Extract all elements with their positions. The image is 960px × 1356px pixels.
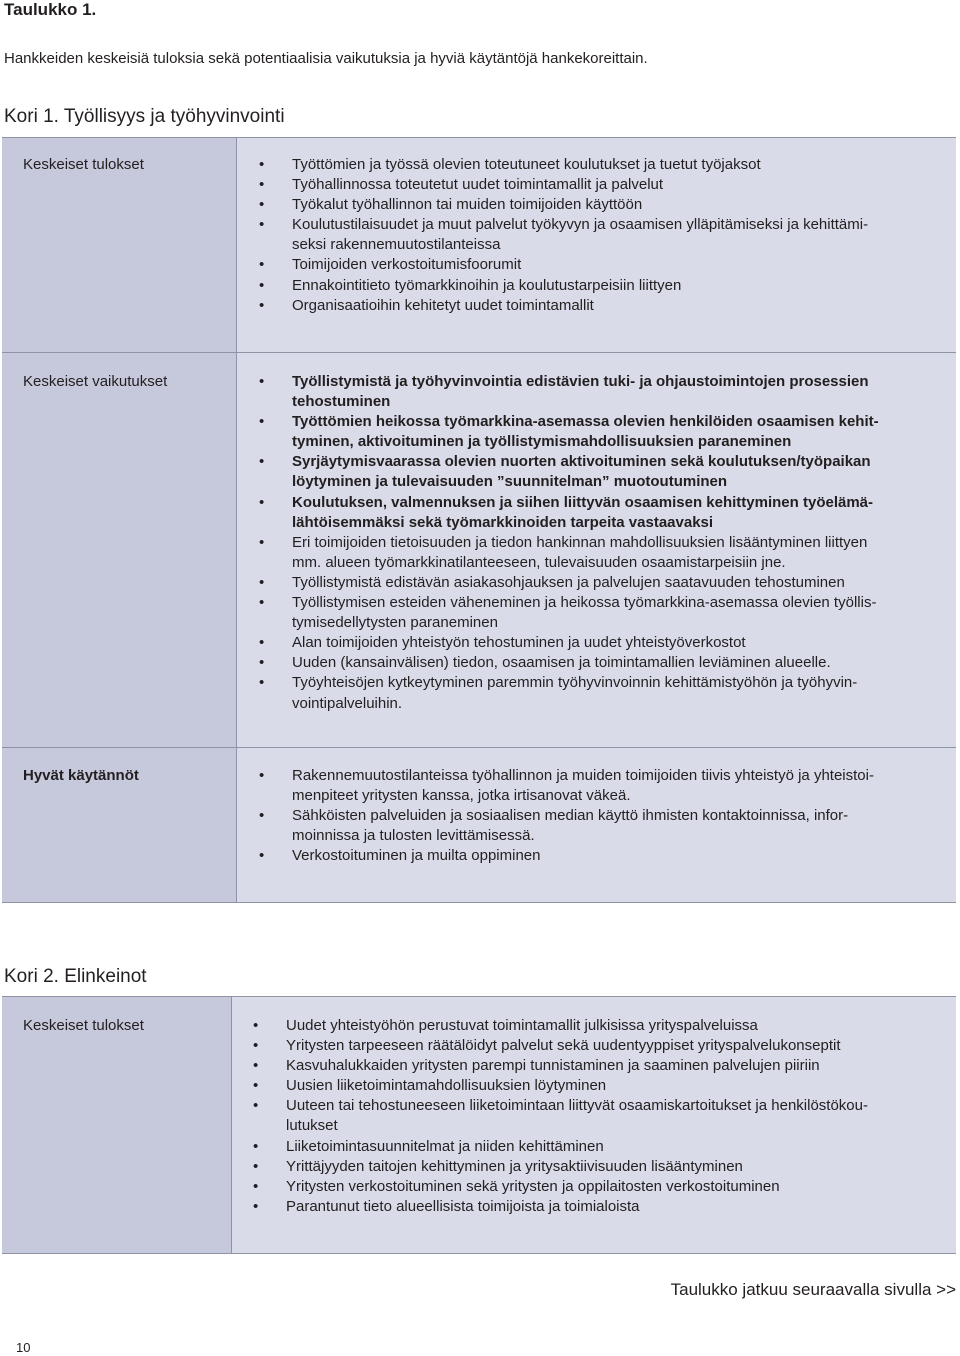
list-item-text: Työllistymistä ja työhyvinvointia edistävien tuki- ja ohjaustoimintojen prosessien	[292, 373, 869, 390]
document-subtitle: Hankkeiden keskeisiä tuloksia sekä potentiaalisia vaikutuksia ja hyviä käytäntöjä hankekoreittain.	[4, 50, 648, 67]
bullet-icon: •	[259, 276, 265, 294]
bullet-icon: •	[253, 1037, 259, 1055]
table-row-keskeiset-vaikutukset	[2, 352, 956, 747]
bullet-icon: •	[259, 847, 265, 865]
list-item	[259, 493, 956, 533]
list-item	[259, 766, 956, 806]
list-item-text: Työllistymistä edistävän asiakasohjauksen ja palvelujen saatavuuden tehostuminen	[292, 573, 845, 591]
table-kori-2	[2, 996, 956, 1254]
list-item-text: Työllistymisen esteiden väheneminen ja heikossa työmarkkina-asemassa olevien työllis-	[292, 594, 877, 612]
list-item-text: Uuden (kansainvälisen) tiedon, osaamisen ja toimintamallien leviäminen alueelle.	[292, 654, 831, 672]
list-item	[259, 593, 956, 633]
row-label: Keskeiset tulokset	[23, 1017, 144, 1034]
list-item-text: Työyhteisöjen kytkeytyminen paremmin työhyvinvoinnin kehittämistyöhön ja työhyvin-	[292, 674, 858, 692]
list-item	[259, 846, 956, 866]
row-content	[236, 748, 956, 902]
table-row-keskeiset-tulokset	[2, 997, 956, 1253]
list-item	[253, 1036, 956, 1056]
bullet-icon: •	[259, 767, 265, 784]
list-item	[259, 175, 956, 195]
list-item-text: Ennakointitieto työmarkkinoihin ja koulutustarpeisiin liittyen	[292, 276, 682, 294]
list-item	[253, 1137, 956, 1157]
bullet-icon: •	[253, 1137, 259, 1155]
list-item	[253, 1056, 956, 1076]
list-item	[253, 1157, 956, 1177]
bullet-icon: •	[253, 1057, 259, 1075]
bullet-list	[259, 155, 956, 316]
list-item	[253, 1096, 956, 1136]
row-content	[236, 353, 956, 747]
list-item-text: Toimijoiden verkostoitumisfoorumit	[292, 256, 522, 274]
row-label: Hyvät käytännöt	[23, 767, 139, 784]
bullet-icon: •	[259, 373, 265, 390]
table-kori-1	[2, 137, 956, 903]
bullet-icon: •	[259, 256, 265, 274]
list-item-text: tymisedellytysten paraneminen	[292, 614, 498, 632]
list-item	[253, 1076, 956, 1096]
list-item	[259, 372, 956, 412]
bullet-list	[253, 1016, 956, 1217]
list-item-text: Rakennemuutostilanteissa työhallinnon ja muiden toimijoiden tiivis yhteistyö ja yhteistoi-	[292, 767, 874, 784]
document-title: Taulukko 1.	[4, 0, 97, 19]
bullet-icon: •	[253, 1017, 259, 1034]
list-item-text: lutukset	[286, 1117, 338, 1135]
list-item-text: Parantunut tieto alueellisista toimijoista ja toimialoista	[286, 1197, 640, 1215]
list-item	[253, 1177, 956, 1197]
list-item	[253, 1016, 956, 1036]
list-item-text: Koulutuksen, valmennuksen ja siihen liittyvän osaamisen kehittyminen työelämä-	[292, 493, 874, 511]
list-item-text: moinnissa ja tulosten levittämisessä.	[292, 827, 535, 845]
list-item-text: Koulutustilaisuudet ja muut palvelut työkyvyn ja osaamisen ylläpitämiseksi ja kehittämi-	[292, 216, 869, 234]
section-heading-kori-1: Kori 1. Työllisyys ja työhyvinvointi	[4, 106, 285, 127]
list-item-text: Eri toimijoiden tietoisuuden ja tiedon hankinnan mahdollisuuksien lisääntyminen liittyen	[292, 533, 868, 551]
list-item-text: Verkostoituminen ja muilta oppiminen	[292, 847, 541, 865]
bullet-icon: •	[259, 634, 265, 652]
list-item-text: Työttömien ja työssä olevien toteutuneet koulutukset ja tuetut työjaksot	[292, 156, 761, 173]
bullet-icon: •	[253, 1157, 259, 1175]
bullet-icon: •	[259, 216, 265, 234]
bullet-list	[259, 766, 956, 866]
page-number: 10	[16, 1340, 31, 1355]
list-item-text: tehostuminen	[292, 393, 391, 411]
list-item-text: Organisaatioihin kehitetyt uudet toimintamallit	[292, 296, 594, 314]
bullet-icon: •	[259, 674, 265, 692]
bullet-icon: •	[259, 196, 265, 214]
table-row-hyvat-kaytannot	[2, 747, 956, 902]
bullet-icon: •	[259, 413, 265, 431]
bullet-icon: •	[259, 176, 265, 194]
list-item	[259, 673, 956, 713]
list-item	[259, 276, 956, 296]
list-item-text: Alan toimijoiden yhteistyön tehostuminen ja uudet yhteistyöverkostot	[292, 634, 746, 652]
list-item-text: Uusien liiketoimintamahdollisuuksien löytyminen	[286, 1077, 607, 1095]
list-item-text: seksi rakennemuutostilanteissa	[292, 236, 501, 254]
list-item	[259, 155, 956, 175]
list-item-text: mm. alueen työmarkkinatilanteeseen, tulevaisuuden osaamistarpeisiin jne.	[292, 553, 786, 571]
bullet-icon: •	[259, 533, 265, 551]
list-item	[259, 653, 956, 673]
list-item-text: Työttömien heikossa työmarkkina-asemassa olevien henkilöiden osaamisen kehit-	[292, 413, 879, 431]
list-item-text: Yrittäjyyden taitojen kehittyminen ja yritysaktiivisuuden lisääntyminen	[286, 1157, 743, 1175]
bullet-icon: •	[259, 493, 265, 511]
bullet-icon: •	[259, 156, 265, 173]
list-item-text: Yritysten verkostoituminen sekä yritysten ja oppilaitosten verkostoituminen	[286, 1177, 780, 1195]
table-row-keskeiset-tulokset	[2, 138, 956, 352]
list-item-text: menpiteet yritysten kanssa, jotka irtisanovat väkeä.	[292, 787, 631, 805]
list-item-text: Uudet yhteistyöhön perustuvat toimintamallit julkisissa yrityspalveluissa	[286, 1017, 758, 1034]
list-item-text: Sähköisten palveluiden ja sosiaalisen median käyttö ihmisten kontaktoinnissa, infor-	[292, 807, 849, 825]
bullet-icon: •	[259, 296, 265, 314]
list-item	[259, 633, 956, 653]
row-label: Keskeiset tulokset	[23, 156, 144, 173]
list-item-text: lähtöisemmäksi sekä työmarkkinoiden tarpeita vastaavaksi	[292, 513, 714, 531]
bullet-icon: •	[253, 1097, 259, 1115]
list-item-text: Syrjäytymisvaarassa olevien nuorten aktivoituminen sekä koulutuksen/työpaikan	[292, 453, 871, 471]
list-item-text: Liiketoimintasuunnitelmat ja niiden kehittäminen	[286, 1137, 604, 1155]
list-item	[259, 296, 956, 316]
bullet-icon: •	[259, 654, 265, 672]
list-item-text: Työhallinnossa toteutetut uudet toimintamallit ja palvelut	[292, 176, 664, 194]
bullet-icon: •	[259, 807, 265, 825]
bullet-icon: •	[253, 1177, 259, 1195]
list-item	[259, 215, 956, 255]
bullet-icon: •	[259, 453, 265, 471]
list-item	[259, 806, 956, 846]
list-item	[259, 255, 956, 275]
list-item-text: tyminen, aktivoituminen ja työllistymismahdollisuuksien paraneminen	[292, 433, 792, 451]
list-item-text: Yritysten tarpeeseen räätälöidyt palvelut sekä uudentyyppiset yrityspalvelukonseptit	[286, 1037, 841, 1055]
bullet-icon: •	[253, 1197, 259, 1215]
list-item-text: Työkalut työhallinnon tai muiden toimijoiden käyttöön	[292, 196, 643, 214]
bullet-list-bold	[259, 372, 956, 533]
bullet-list	[259, 533, 956, 714]
section-heading-kori-2: Kori 2. Elinkeinot	[4, 966, 147, 987]
row-content	[236, 138, 956, 352]
row-content	[231, 997, 956, 1253]
list-item	[259, 412, 956, 452]
list-item	[259, 195, 956, 215]
bullet-icon: •	[253, 1077, 259, 1095]
bullet-icon: •	[259, 594, 265, 612]
row-label: Keskeiset vaikutukset	[23, 373, 168, 390]
list-item	[259, 573, 956, 593]
bullet-icon: •	[259, 573, 265, 591]
list-item-text: löytyminen ja tulevaisuuden ”suunnitelman” muotoutuminen	[292, 473, 728, 491]
list-item-text: Uuteen tai tehostuneeseen liiketoimintaan liittyvät osaamiskartoitukset ja henkilöstökou-	[286, 1097, 868, 1115]
continuation-note: Taulukko jatkuu seuraavalla sivulla >>	[670, 1280, 956, 1299]
list-item	[253, 1197, 956, 1217]
list-item-text: vointipalveluihin.	[292, 694, 403, 712]
list-item-text: Kasvuhalukkaiden yritysten parempi tunnistaminen ja saaminen palvelujen piiriin	[286, 1057, 820, 1075]
list-item	[259, 452, 956, 492]
list-item	[259, 533, 956, 573]
